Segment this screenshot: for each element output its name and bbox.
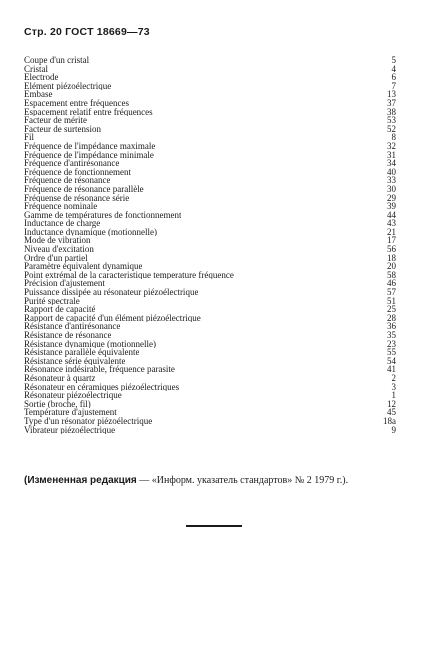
index-term: Purité spectrale bbox=[24, 296, 80, 306]
index-number: 31 bbox=[387, 149, 396, 160]
index-number: 33 bbox=[387, 175, 396, 186]
index-number: 54 bbox=[387, 355, 396, 366]
index-number: 39 bbox=[387, 201, 396, 212]
index-entry bbox=[24, 391, 396, 400]
index-entry bbox=[24, 331, 396, 340]
index-entry bbox=[24, 228, 396, 237]
index-term: Précision d'ajustement bbox=[24, 279, 105, 289]
index-term: Fréquence d'antirésonance bbox=[24, 159, 120, 168]
index-entry bbox=[24, 340, 396, 349]
index-term: Fréquence de l'impédance minimale bbox=[24, 150, 154, 160]
index-number: 6 bbox=[391, 72, 396, 83]
index-term: Facteur de mérite bbox=[24, 116, 87, 125]
index-number: 23 bbox=[387, 338, 396, 349]
index-number: 46 bbox=[387, 278, 396, 289]
index-entry bbox=[24, 348, 396, 357]
index-number: 56 bbox=[387, 244, 396, 255]
index-number: 7 bbox=[391, 80, 396, 91]
index-term: Niveau d'excitation bbox=[24, 245, 94, 254]
index-number: 58 bbox=[387, 269, 396, 280]
index-number: 13 bbox=[387, 89, 396, 100]
index-number: 1 bbox=[391, 390, 396, 401]
index-entry bbox=[24, 417, 396, 426]
amendment-note-bold: (Измененная редакция bbox=[24, 475, 137, 486]
index-term: Electrode bbox=[24, 73, 59, 82]
index-entry bbox=[24, 73, 396, 82]
amendment-note bbox=[24, 474, 396, 488]
index-term: Résistance parallèle équivalente bbox=[24, 348, 140, 357]
index-term: Inductance de charge bbox=[24, 219, 101, 228]
index-entry bbox=[24, 176, 396, 185]
index-term: Point extrémal de la caracteristique temperature fréquence bbox=[24, 270, 234, 280]
index-term: Fréquense de résonance série bbox=[24, 193, 130, 203]
index-term: Puissance dissipée au résonateur piézoélectrique bbox=[24, 288, 199, 297]
index-entry bbox=[24, 400, 396, 409]
index-entry bbox=[24, 262, 396, 271]
index-entry bbox=[24, 108, 396, 117]
index-term: Espacement relatif entre fréquences bbox=[24, 107, 153, 117]
index-entry bbox=[24, 426, 396, 435]
index-term: Température d'ajustement bbox=[24, 408, 117, 417]
separator-rule bbox=[186, 525, 242, 527]
index-term: Cristal bbox=[24, 64, 48, 74]
index-entry bbox=[24, 279, 396, 288]
index-entry bbox=[24, 314, 396, 323]
index-term: Embase bbox=[24, 90, 53, 99]
index-number: 45 bbox=[387, 407, 396, 418]
index-number: 18 bbox=[387, 252, 396, 263]
index-term: Résistance de résonance bbox=[24, 331, 112, 340]
index-number: 20 bbox=[387, 261, 396, 272]
index-entry bbox=[24, 99, 396, 108]
index-number: 9 bbox=[391, 424, 396, 435]
index-term: Fréquence de l'impédance maximale bbox=[24, 141, 156, 151]
index-number: 44 bbox=[387, 209, 396, 220]
index-term: Fréquence de résonance parallèle bbox=[24, 184, 144, 194]
index-entry bbox=[24, 357, 396, 366]
index-entry bbox=[24, 383, 396, 392]
amendment-note-rest: — «Информ. указатель стандартов» № 2 1979 г.). bbox=[136, 475, 349, 486]
index-term: Résistance dynamique (motionnelle) bbox=[24, 339, 156, 349]
index-entry bbox=[24, 82, 396, 91]
index-term: Paramètre équivalent dynamique bbox=[24, 262, 143, 271]
index-entry bbox=[24, 133, 396, 142]
index-number: 2 bbox=[391, 372, 396, 383]
index-number: 5 bbox=[391, 55, 396, 65]
index-number: 37 bbox=[387, 97, 396, 108]
index-number: 12 bbox=[387, 398, 396, 409]
index-number: 40 bbox=[387, 166, 396, 177]
index-term: Elément piézoélectrique bbox=[24, 81, 112, 91]
index-number: 41 bbox=[387, 364, 396, 375]
index-entry bbox=[24, 65, 396, 74]
index-term: Type d'un résonator piézoélectrique bbox=[24, 416, 153, 426]
index-number: 28 bbox=[387, 312, 396, 323]
index-entry bbox=[24, 116, 396, 125]
index-term: Mode de vibration bbox=[24, 236, 91, 246]
index-number: 29 bbox=[387, 192, 396, 203]
index-term: Résonateur piézoélectrique bbox=[24, 391, 122, 400]
index-entry bbox=[24, 159, 396, 168]
index-entry bbox=[24, 271, 396, 280]
index-term: Ordre d'un partiel bbox=[24, 253, 88, 263]
index-number: 3 bbox=[391, 381, 396, 392]
index-number: 25 bbox=[387, 304, 396, 315]
index-entry bbox=[24, 322, 396, 331]
index-term: Gamme de températures de fonctionnement bbox=[24, 210, 182, 220]
index-number: 55 bbox=[387, 347, 396, 358]
index-entry bbox=[24, 185, 396, 194]
index-number: 53 bbox=[387, 115, 396, 126]
index-entry bbox=[24, 254, 396, 263]
index-number: 52 bbox=[387, 123, 396, 134]
index-number: 35 bbox=[387, 330, 396, 340]
index-entry bbox=[24, 202, 396, 211]
index-entry bbox=[24, 194, 396, 203]
index-entry bbox=[24, 408, 396, 417]
index-term: Vibrateur piézoélectrique bbox=[24, 425, 116, 435]
index-entry bbox=[24, 288, 396, 297]
term-index-list bbox=[24, 56, 396, 434]
index-entry bbox=[24, 245, 396, 254]
page-header: Стр. 20 ГОСТ 18669—73 bbox=[24, 26, 150, 38]
index-number: 36 bbox=[387, 321, 396, 332]
index-term: Rapport de capacité d'un élément piézoélectrique bbox=[24, 313, 201, 323]
index-term: Facteur de surtension bbox=[24, 124, 101, 134]
index-number: 30 bbox=[387, 183, 396, 194]
index-term: Espacement entre fréquences bbox=[24, 98, 129, 108]
index-entry bbox=[24, 305, 396, 314]
index-number: 32 bbox=[387, 140, 396, 151]
index-term: Inductance dynamique (motionnelle) bbox=[24, 227, 157, 237]
index-entry bbox=[24, 219, 396, 228]
index-number: 18a bbox=[383, 415, 396, 426]
index-entry bbox=[24, 142, 396, 151]
index-entry bbox=[24, 365, 396, 374]
index-number: 17 bbox=[387, 235, 396, 246]
index-term: Résonance indésirable, fréquence parasite bbox=[24, 365, 175, 374]
index-number: 34 bbox=[387, 158, 396, 169]
index-term: Fréquence nominale bbox=[24, 202, 98, 211]
index-number: 51 bbox=[387, 295, 396, 306]
index-term: Sortie (broche, fil) bbox=[24, 399, 91, 409]
index-term: Rapport de capacité bbox=[24, 305, 96, 314]
index-entry bbox=[24, 90, 396, 99]
index-term: Fréquence de fonctionnement bbox=[24, 167, 131, 177]
index-entry bbox=[24, 56, 396, 65]
index-number: 21 bbox=[387, 226, 396, 237]
index-entry bbox=[24, 374, 396, 383]
index-term: Coupe d'un cristal bbox=[24, 56, 90, 65]
index-number: 57 bbox=[387, 287, 396, 298]
index-number: 38 bbox=[387, 106, 396, 117]
index-entry bbox=[24, 125, 396, 134]
index-entry bbox=[24, 236, 396, 245]
index-number: 8 bbox=[391, 132, 396, 143]
index-term: Résonateur à quartz bbox=[24, 373, 96, 383]
index-term: Fil bbox=[24, 133, 35, 142]
index-entry bbox=[24, 168, 396, 177]
index-term: Fréquence de résonance bbox=[24, 176, 111, 185]
index-term: Résistance d'antirésonance bbox=[24, 322, 121, 331]
index-entry bbox=[24, 297, 396, 306]
index-entry bbox=[24, 211, 396, 220]
index-term: Résistance série équivalente bbox=[24, 356, 126, 366]
index-number: 4 bbox=[391, 63, 396, 74]
index-number: 43 bbox=[387, 218, 396, 229]
index-term: Résonateur en céramiques piézoélectriques bbox=[24, 382, 180, 392]
index-entry bbox=[24, 151, 396, 160]
